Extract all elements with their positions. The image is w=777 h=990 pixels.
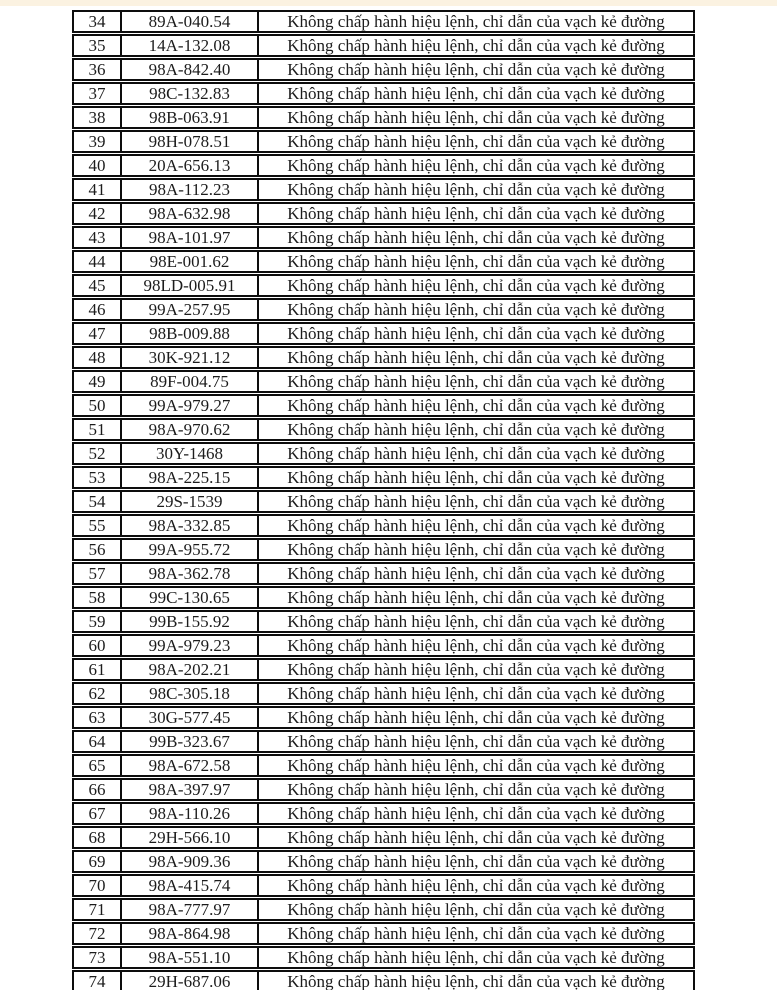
violation-cell: Không chấp hành hiệu lệnh, chỉ dẫn của vạch kẻ đường [259, 418, 695, 441]
violation-cell: Không chấp hành hiệu lệnh, chỉ dẫn của vạch kẻ đường [259, 610, 695, 633]
row-number-cell: 64 [72, 730, 122, 753]
plate-cell: 98A-970.62 [122, 418, 259, 441]
plate-cell: 98A-397.97 [122, 778, 259, 801]
violation-cell: Không chấp hành hiệu lệnh, chỉ dẫn của vạch kẻ đường [259, 682, 695, 705]
violation-cell: Không chấp hành hiệu lệnh, chỉ dẫn của vạch kẻ đường [259, 922, 695, 945]
row-number-cell: 73 [72, 946, 122, 969]
plate-cell: 98C-132.83 [122, 82, 259, 105]
plate-cell: 30K-921.12 [122, 346, 259, 369]
table-row [72, 682, 695, 705]
violation-cell: Không chấp hành hiệu lệnh, chỉ dẫn của vạch kẻ đường [259, 658, 695, 681]
row-number-cell: 69 [72, 850, 122, 873]
row-number-cell: 40 [72, 154, 122, 177]
row-number-cell: 38 [72, 106, 122, 129]
table-row [72, 538, 695, 561]
plate-cell: 98A-551.10 [122, 946, 259, 969]
table-row [72, 874, 695, 897]
violation-cell: Không chấp hành hiệu lệnh, chỉ dẫn của vạch kẻ đường [259, 538, 695, 561]
table-row [72, 514, 695, 537]
row-number-cell: 63 [72, 706, 122, 729]
row-number-cell: 53 [72, 466, 122, 489]
table-row [72, 946, 695, 969]
table-row [72, 970, 695, 990]
table-row [72, 418, 695, 441]
table-row [72, 178, 695, 201]
plate-cell: 98A-110.26 [122, 802, 259, 825]
plate-cell: 98A-909.36 [122, 850, 259, 873]
violation-cell: Không chấp hành hiệu lệnh, chỉ dẫn của vạch kẻ đường [259, 82, 695, 105]
plate-cell: 99B-323.67 [122, 730, 259, 753]
violation-cell: Không chấp hành hiệu lệnh, chỉ dẫn của vạch kẻ đường [259, 394, 695, 417]
table-row [72, 298, 695, 321]
plate-cell: 98LD-005.91 [122, 274, 259, 297]
row-number-cell: 62 [72, 682, 122, 705]
violation-cell: Không chấp hành hiệu lệnh, chỉ dẫn của vạch kẻ đường [259, 514, 695, 537]
row-number-cell: 57 [72, 562, 122, 585]
table-row [72, 370, 695, 393]
row-number-cell: 45 [72, 274, 122, 297]
table-row [72, 394, 695, 417]
plate-cell: 98C-305.18 [122, 682, 259, 705]
violation-cell: Không chấp hành hiệu lệnh, chỉ dẫn của vạch kẻ đường [259, 58, 695, 81]
plate-cell: 98A-864.98 [122, 922, 259, 945]
table-row [72, 586, 695, 609]
violation-cell: Không chấp hành hiệu lệnh, chỉ dẫn của vạch kẻ đường [259, 562, 695, 585]
violation-cell: Không chấp hành hiệu lệnh, chỉ dẫn của vạch kẻ đường [259, 202, 695, 225]
table-row [72, 490, 695, 513]
plate-cell: 29H-566.10 [122, 826, 259, 849]
table-row [72, 778, 695, 801]
violations-table-body [72, 10, 695, 990]
row-number-cell: 41 [72, 178, 122, 201]
plate-cell: 98A-362.78 [122, 562, 259, 585]
table-row [72, 634, 695, 657]
table-row [72, 58, 695, 81]
violation-cell: Không chấp hành hiệu lệnh, chỉ dẫn của vạch kẻ đường [259, 946, 695, 969]
table-row [72, 802, 695, 825]
table-row [72, 562, 695, 585]
row-number-cell: 68 [72, 826, 122, 849]
plate-cell: 98A-632.98 [122, 202, 259, 225]
table-row [72, 658, 695, 681]
violation-cell: Không chấp hành hiệu lệnh, chỉ dẫn của vạch kẻ đường [259, 586, 695, 609]
plate-cell: 99A-979.23 [122, 634, 259, 657]
table-row [72, 346, 695, 369]
plate-cell: 98A-202.21 [122, 658, 259, 681]
row-number-cell: 34 [72, 10, 122, 33]
violation-cell: Không chấp hành hiệu lệnh, chỉ dẫn của vạch kẻ đường [259, 10, 695, 33]
plate-cell: 98A-101.97 [122, 226, 259, 249]
plate-cell: 99C-130.65 [122, 586, 259, 609]
row-number-cell: 36 [72, 58, 122, 81]
violation-cell: Không chấp hành hiệu lệnh, chỉ dẫn của vạch kẻ đường [259, 634, 695, 657]
violation-cell: Không chấp hành hiệu lệnh, chỉ dẫn của vạch kẻ đường [259, 826, 695, 849]
plate-cell: 89A-040.54 [122, 10, 259, 33]
violation-cell: Không chấp hành hiệu lệnh, chỉ dẫn của vạch kẻ đường [259, 34, 695, 57]
table-row [72, 754, 695, 777]
violation-cell: Không chấp hành hiệu lệnh, chỉ dẫn của vạch kẻ đường [259, 730, 695, 753]
plate-cell: 99A-257.95 [122, 298, 259, 321]
row-number-cell: 49 [72, 370, 122, 393]
row-number-cell: 52 [72, 442, 122, 465]
table-row [72, 610, 695, 633]
violation-cell: Không chấp hành hiệu lệnh, chỉ dẫn của vạch kẻ đường [259, 706, 695, 729]
violation-cell: Không chấp hành hiệu lệnh, chỉ dẫn của vạch kẻ đường [259, 346, 695, 369]
plate-cell: 98A-842.40 [122, 58, 259, 81]
row-number-cell: 61 [72, 658, 122, 681]
table-row [72, 826, 695, 849]
row-number-cell: 56 [72, 538, 122, 561]
row-number-cell: 72 [72, 922, 122, 945]
table-row [72, 202, 695, 225]
plate-cell: 98B-009.88 [122, 322, 259, 345]
violation-cell: Không chấp hành hiệu lệnh, chỉ dẫn của vạch kẻ đường [259, 490, 695, 513]
row-number-cell: 39 [72, 130, 122, 153]
plate-cell: 29S-1539 [122, 490, 259, 513]
row-number-cell: 54 [72, 490, 122, 513]
violation-cell: Không chấp hành hiệu lệnh, chỉ dẫn của vạch kẻ đường [259, 274, 695, 297]
table-row [72, 274, 695, 297]
table-row [72, 130, 695, 153]
plate-cell: 14A-132.08 [122, 34, 259, 57]
table-row [72, 106, 695, 129]
table-row [72, 250, 695, 273]
violations-table [72, 9, 695, 990]
row-number-cell: 71 [72, 898, 122, 921]
table-row [72, 226, 695, 249]
table-row [72, 154, 695, 177]
table-row [72, 730, 695, 753]
plate-cell: 98E-001.62 [122, 250, 259, 273]
row-number-cell: 35 [72, 34, 122, 57]
table-row [72, 10, 695, 33]
row-number-cell: 43 [72, 226, 122, 249]
violation-cell: Không chấp hành hiệu lệnh, chỉ dẫn của vạch kẻ đường [259, 754, 695, 777]
table-row [72, 898, 695, 921]
plate-cell: 99A-979.27 [122, 394, 259, 417]
plate-cell: 98A-112.23 [122, 178, 259, 201]
row-number-cell: 65 [72, 754, 122, 777]
row-number-cell: 44 [72, 250, 122, 273]
page-top-strip [0, 0, 777, 6]
plate-cell: 20A-656.13 [122, 154, 259, 177]
plate-cell: 98A-225.15 [122, 466, 259, 489]
row-number-cell: 48 [72, 346, 122, 369]
plate-cell: 30G-577.45 [122, 706, 259, 729]
violation-cell: Không chấp hành hiệu lệnh, chỉ dẫn của vạch kẻ đường [259, 466, 695, 489]
plate-cell: 89F-004.75 [122, 370, 259, 393]
table-row [72, 922, 695, 945]
violation-cell: Không chấp hành hiệu lệnh, chỉ dẫn của vạch kẻ đường [259, 970, 695, 990]
row-number-cell: 42 [72, 202, 122, 225]
violation-cell: Không chấp hành hiệu lệnh, chỉ dẫn của vạch kẻ đường [259, 778, 695, 801]
violation-cell: Không chấp hành hiệu lệnh, chỉ dẫn của vạch kẻ đường [259, 298, 695, 321]
table-row [72, 322, 695, 345]
row-number-cell: 46 [72, 298, 122, 321]
table-row [72, 706, 695, 729]
violation-cell: Không chấp hành hiệu lệnh, chỉ dẫn của vạch kẻ đường [259, 802, 695, 825]
violation-cell: Không chấp hành hiệu lệnh, chỉ dẫn của vạch kẻ đường [259, 874, 695, 897]
plate-cell: 98A-332.85 [122, 514, 259, 537]
row-number-cell: 74 [72, 970, 122, 990]
violation-cell: Không chấp hành hiệu lệnh, chỉ dẫn của vạch kẻ đường [259, 106, 695, 129]
table-row [72, 850, 695, 873]
plate-cell: 98H-078.51 [122, 130, 259, 153]
violation-cell: Không chấp hành hiệu lệnh, chỉ dẫn của vạch kẻ đường [259, 898, 695, 921]
violation-cell: Không chấp hành hiệu lệnh, chỉ dẫn của vạch kẻ đường [259, 154, 695, 177]
row-number-cell: 47 [72, 322, 122, 345]
table-row [72, 82, 695, 105]
row-number-cell: 55 [72, 514, 122, 537]
plate-cell: 98A-777.97 [122, 898, 259, 921]
violation-cell: Không chấp hành hiệu lệnh, chỉ dẫn của vạch kẻ đường [259, 226, 695, 249]
violation-cell: Không chấp hành hiệu lệnh, chỉ dẫn của vạch kẻ đường [259, 130, 695, 153]
row-number-cell: 50 [72, 394, 122, 417]
violation-cell: Không chấp hành hiệu lệnh, chỉ dẫn của vạch kẻ đường [259, 442, 695, 465]
violation-cell: Không chấp hành hiệu lệnh, chỉ dẫn của vạch kẻ đường [259, 370, 695, 393]
row-number-cell: 66 [72, 778, 122, 801]
row-number-cell: 51 [72, 418, 122, 441]
row-number-cell: 37 [72, 82, 122, 105]
row-number-cell: 59 [72, 610, 122, 633]
plate-cell: 98A-672.58 [122, 754, 259, 777]
plate-cell: 98A-415.74 [122, 874, 259, 897]
violation-cell: Không chấp hành hiệu lệnh, chỉ dẫn của vạch kẻ đường [259, 322, 695, 345]
table-row [72, 466, 695, 489]
row-number-cell: 67 [72, 802, 122, 825]
row-number-cell: 70 [72, 874, 122, 897]
row-number-cell: 60 [72, 634, 122, 657]
plate-cell: 98B-063.91 [122, 106, 259, 129]
plate-cell: 29H-687.06 [122, 970, 259, 990]
plate-cell: 99A-955.72 [122, 538, 259, 561]
plate-cell: 30Y-1468 [122, 442, 259, 465]
table-row [72, 34, 695, 57]
violation-cell: Không chấp hành hiệu lệnh, chỉ dẫn của vạch kẻ đường [259, 178, 695, 201]
violation-cell: Không chấp hành hiệu lệnh, chỉ dẫn của vạch kẻ đường [259, 850, 695, 873]
violation-cell: Không chấp hành hiệu lệnh, chỉ dẫn của vạch kẻ đường [259, 250, 695, 273]
plate-cell: 99B-155.92 [122, 610, 259, 633]
row-number-cell: 58 [72, 586, 122, 609]
table-row [72, 442, 695, 465]
